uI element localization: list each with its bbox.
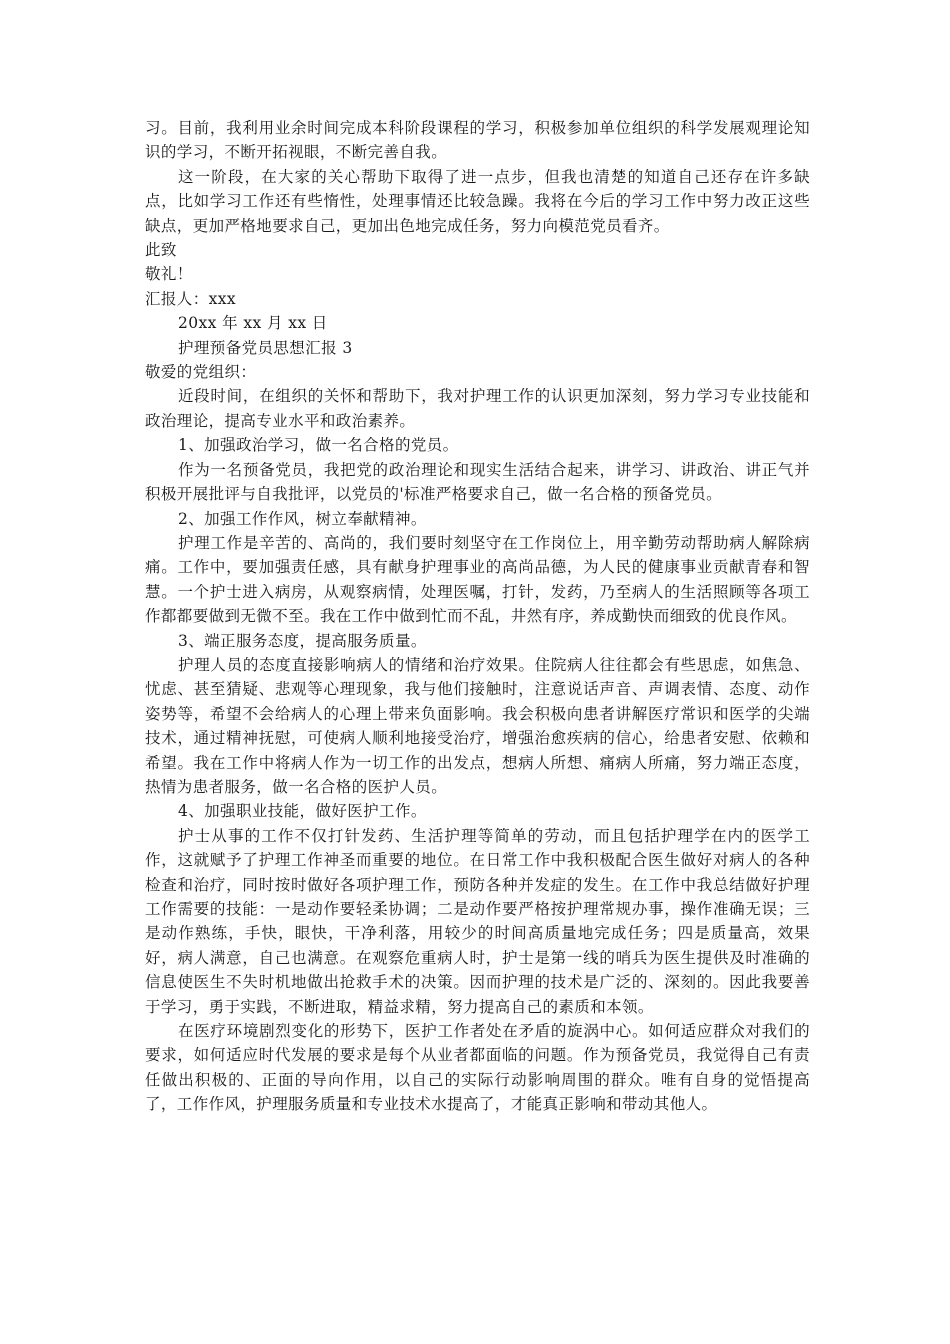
report-date: 20xx 年 xx 月 xx 日 (178, 314, 328, 333)
paragraph-conclusion: 在医疗环境剧烈变化的形势下，医护工作者处在矛盾的旋涡中心。如何适应群众对我们的要求，如何适应时代发展的要求是每个从业者都面临的问题。作为预备党员，我觉得自己有责任做出积极的、正面的导向作用，以自己的实际行动影响周围的群众。唯有自身的觉悟提高了，工作作风，护理服务质量和专业技术水提高了，才能真正影响和带动其他人。 (145, 1022, 810, 1114)
paragraph-point-1: 作为一名预备党员，我把党的政治理论和现实生活结合起来，讲学习、讲政治、讲正气并积极开展批评与自我批评，以党员的'标准严格要求自己，做一名合格的预备党员。 (145, 460, 810, 504)
paragraph-point-4: 护士从事的工作不仅打针发药、生活护理等简单的劳动，而且包括护理学在内的医学工作，这就赋予了护理工作神圣而重要的地位。在日常工作中我积极配合医生做好对病人的各种检查和治疗，同时按时做好各项护理工作，预防各种并发症的发生。在工作中我总结做好护理工作需要的技能：一是动作要轻柔协调；二是动作要严格按护理常规办事，操作准确无误；三是动作熟练，手快，眼快，干净利落，用较少的时间高质量地完成任务；四是质量高，效果好，病人满意，自己也满意。在观察危重病人时，护士是第一线的哨兵为医生提供及时准确的信息使医生不失时机地做出抢救手术的决策。因而护理的技术是广泛的、深刻的。因此我要善于学习，勇于实践，不断进取，精益求精，努力提高自己的素质和本领。 (145, 826, 810, 1016)
greeting: 敬爱的党组织： (145, 363, 257, 382)
paragraph-intro: 近段时间，在组织的关怀和帮助下，我对护理工作的认识更加深刻，努力学习专业技能和政治理论，提高专业水平和政治素养。 (145, 387, 810, 430)
closing-salutation: 此致 (145, 241, 177, 260)
heading-point-1: 1、加强政治学习，做一名合格的党员。 (178, 436, 459, 455)
heading-point-2: 2、加强工作作风，树立奉献精神。 (178, 509, 427, 528)
paragraph-point-2: 护理工作是辛苦的、高尚的，我们要时刻坚守在工作岗位上，用辛勤劳动帮助病人解除病痛。工作中，要加强责任感，具有献身护理事业的高尚品德，为人民的健康事业贡献青春和智慧。一个护士进入病房，从观察病情，处理医嘱，打针，发药，乃至病人的生活照顾等各项工作都都要做到无微不至。我在工作中做到忙而不乱，井然有序，养成勤快而细致的优良作风。 (145, 533, 810, 626)
reporter-signature: 汇报人：xxx (145, 289, 237, 308)
heading-point-3: 3、端正服务态度，提高服务质量。 (178, 631, 427, 650)
closing-respect: 敬礼！ (145, 265, 193, 284)
document-body (145, 116, 810, 1117)
heading-point-4: 4、加强职业技能，做好医护工作。 (178, 802, 427, 821)
paragraph-study-continued: 习。目前，我利用业余时间完成本科阶段课程的学习，积极参加单位组织的科学发展观理论知识的学习，不断开拓视眼，不断完善自我。 (145, 119, 810, 162)
paragraph-point-3: 护理人员的态度直接影响病人的情绪和治疗效果。住院病人往往都会有些思虑，如焦急、忧虑、甚至猜疑、悲观等心理现象，我与他们接触时，注意说话声音、声调表情、态度、动作姿势等，希望不会给病人的心理上带来负面影响。我会积极向患者讲解医疗常识和医学的尖端技术，通过精神抚慰，可使病人顺利地接受治疗，增强治愈疾病的信心，给患者安慰、依赖和希望。我在工作中将病人作为一切工作的出发点，想病人所想、痛病人所痛，努力端正态度，热情为患者服务，做一名合格的医护人员。 (145, 655, 810, 796)
paragraph-shortcomings: 这一阶段，在大家的关心帮助下取得了进一点步，但我也清楚的知道自己还存在许多缺点，比如学习工作还有些惰性，处理事情还比较急躁。我将在今后的学习工作中努力改正这些缺点，更加严格地要求自己，更加出色地完成任务，努力向模范党员看齐。 (145, 167, 810, 235)
section-title: 护理预备党员思想汇报 3 (178, 338, 353, 357)
